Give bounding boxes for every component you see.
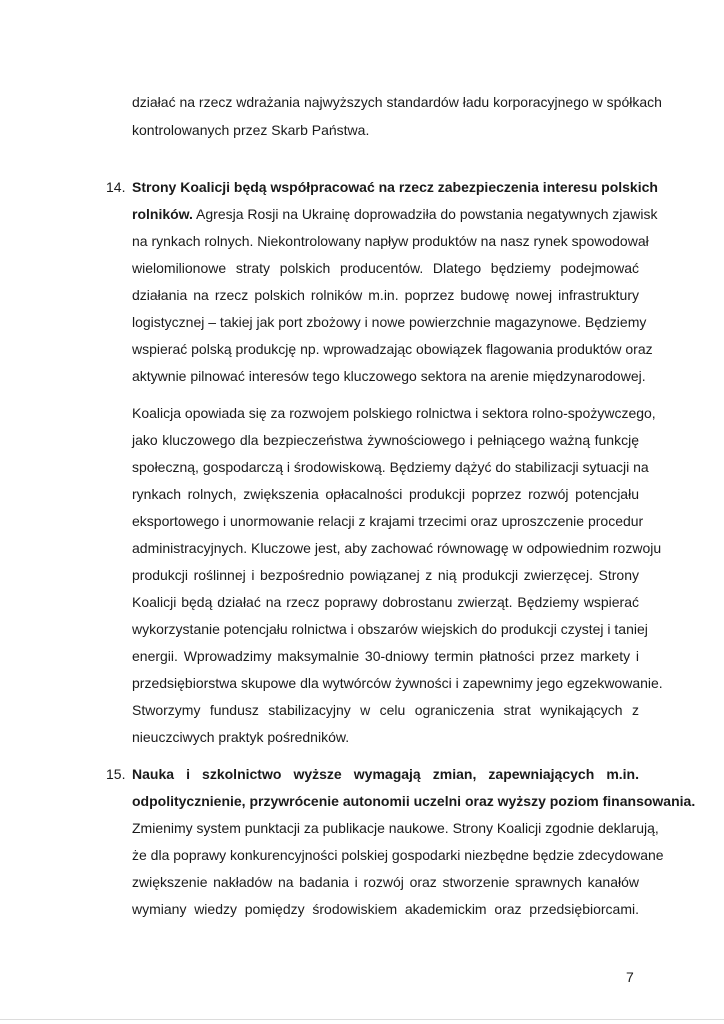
point-14-para2-line-5: eksportowego i unormowanie relacji z krajami trzecimi oraz uproszczenie procedur — [132, 513, 644, 529]
intro-line-2: kontrolowanych przez Skarb Państwa. — [132, 122, 370, 138]
point-14-line-6: aktywnie pilnować interesów tego kluczowego sektora na arenie międzynarodowej. — [132, 368, 646, 384]
point-14-number: 14. — [106, 179, 126, 195]
point-14-para2-line-3: społeczną, gospodarczą i środowiskową. Będziemy dążyć do stabilizacji sytuacji na — [132, 459, 649, 475]
point-15-bold-line-2: odpolitycznienie, przywrócenie autonomii uczelni oraz wyższy poziom finansowania. — [132, 793, 696, 809]
point-14-para2-line-9: wykorzystanie potencjału rolnictwa i obszarów wiejskich do produkcji czystej i taniej — [132, 621, 648, 637]
scan-edge-divider — [0, 1019, 724, 1020]
point-14-para2-line-12: Stworzymy fundusz stabilizacyjny w celu ograniczenia strat wynikających z — [132, 702, 639, 718]
point-14-para2-line-8: Koalicji będą działać na rzecz poprawy dobrostanu zwierząt. Będziemy wspierać — [132, 594, 639, 610]
point-15-line-4: wymiany wiedzy pomiędzy środowiskiem akademickim oraz przedsiębiorcami. — [132, 901, 639, 917]
point-14-title-line-1: Strony Koalicji będą współpracować na rzecz zabezpieczenia interesu polskich — [132, 179, 658, 195]
point-14-para2-line-4: rynkach rolnych, zwiększenia opłacalności produkcji poprzez rozwój potencjału — [132, 486, 639, 502]
point-14-title-bold: rolników. — [132, 206, 193, 222]
point-14-para2-line-6: administracyjnych. Kluczowe jest, aby zachować równowagę w odpowiednim rozwoju — [132, 540, 662, 556]
page-number: 7 — [626, 969, 634, 985]
point-14-line-1: na rynkach rolnych. Niekontrolowany napływ produktów na nasz rynek spowodował — [132, 233, 649, 249]
point-14-line-4: logistycznej – takiej jak port zbożowy i nowe powierzchnie magazynowe. Będziemy — [132, 314, 647, 330]
point-14-para2-line-7: produkcji roślinnej i bezpośrednio powiązanej z nią produkcji zwierzęcej. Strony — [132, 567, 639, 583]
point-14-line-3: działania na rzecz polskich rolników m.in. poprzez budowę nowej infrastruktury — [132, 287, 639, 303]
point-15-number: 15. — [106, 766, 126, 782]
point-15-line-2: że dla poprawy konkurencyjności polskiej gospodarki niezbędne będzie zdecydowane — [132, 847, 664, 863]
point-14-title-rest: Agresja Rosji na Ukrainę doprowadziła do powstania negatywnych zjawisk — [192, 206, 658, 222]
point-14-para2-line-13: nieuczciwych praktyk pośredników. — [132, 729, 350, 745]
point-15-bold-line-1: Nauka i szkolnictwo wyższe wymagają zmian, zapewniających m.in. — [132, 766, 639, 782]
point-14-line-2: wielomilionowe straty polskich producentów. Dlatego będziemy podejmować — [132, 260, 639, 276]
point-14-para2-line-1: Koalicja opowiada się za rozwojem polskiego rolnictwa i sektora rolno-spożywczego, — [132, 405, 656, 421]
intro-line-1: działać na rzecz wdrażania najwyższych standardów ładu korporacyjnego w spółkach — [132, 94, 662, 110]
point-14-para2-line-11: przedsiębiorstwa skupowe dla wytwórców żywności i zapewnimy jego egzekwowanie. — [132, 675, 663, 691]
point-15-line-1: Zmienimy system punktacji za publikacje naukowe. Strony Koalicji zgodnie deklarują, — [132, 820, 659, 836]
point-15-line-3: zwiększenie nakładów na badania i rozwój oraz stworzenie sprawnych kanałów — [132, 874, 639, 890]
point-14-para2-line-2: jako kluczowego dla bezpieczeństwa żywnościowego i pełniącego ważną funkcję — [132, 432, 639, 448]
point-14-line-5: wspierać polską produkcję np. wprowadzając obowiązek flagowania produktów oraz — [132, 341, 653, 357]
point-14-title-line-2 — [132, 205, 658, 223]
point-14-para2-line-10: energii. Wprowadzimy maksymalnie 30-dniowy termin płatności przez markety i — [132, 648, 639, 664]
